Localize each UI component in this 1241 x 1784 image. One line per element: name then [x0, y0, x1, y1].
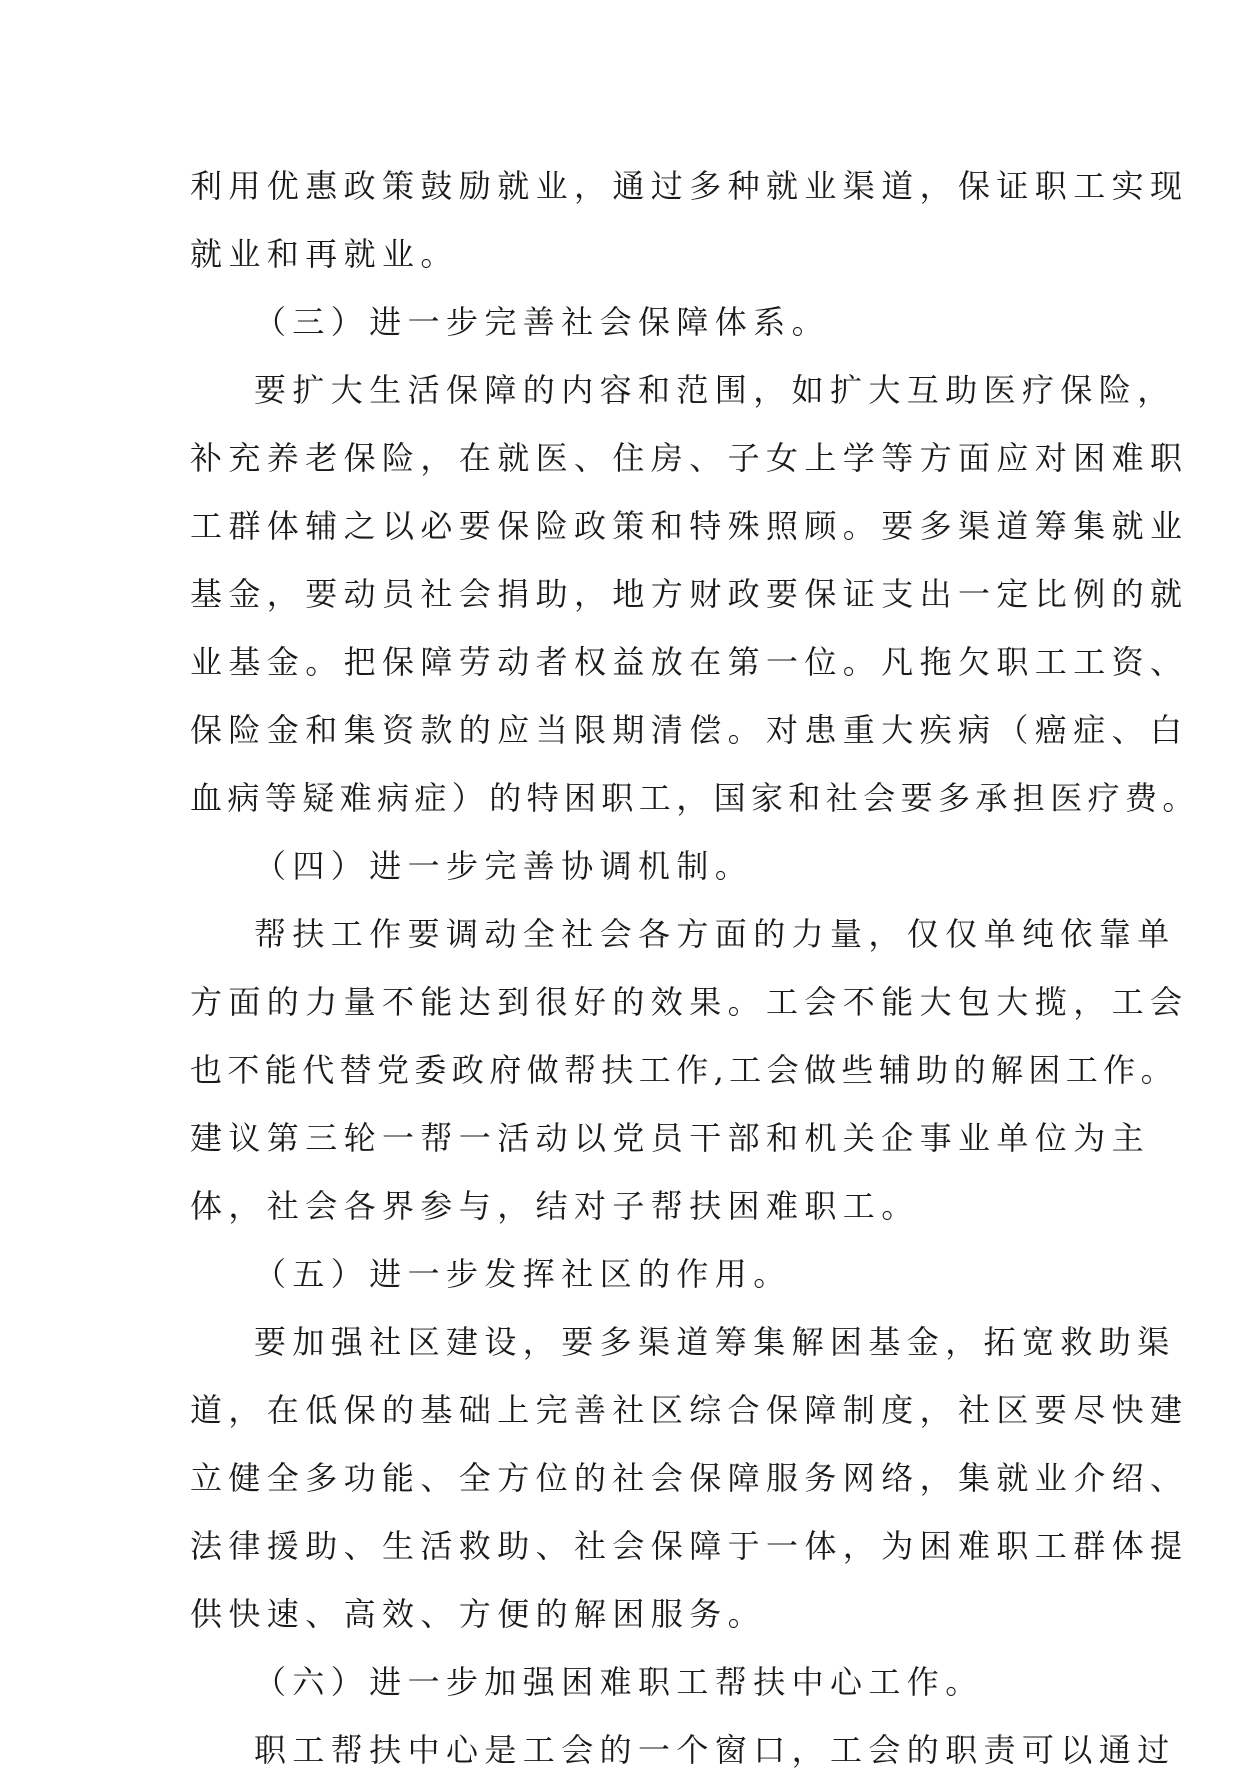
paragraph-line: 血病等疑难病症）的特困职工，国家和社会要多承担医疗费。	[190, 779, 1200, 817]
paragraph-line: 方面的力量不能达到很好的效果。工会不能大包大揽，工会	[190, 983, 1189, 1021]
paragraph-line: 建议第三轮一帮一活动以党员干部和机关企事业单位为主	[190, 1119, 1151, 1157]
paragraph-line: 业基金。把保障劳动者权益放在第一位。凡拖欠职工工资、	[190, 643, 1189, 681]
paragraph-line: 就业和再就业。	[190, 235, 459, 273]
paragraph-line: 基金，要动员社会捐助，地方财政要保证支出一定比例的就	[190, 575, 1189, 613]
paragraph-line: 职工帮扶中心是工会的一个窗口，工会的职责可以通过	[254, 1731, 1176, 1769]
paragraph-line: 道，在低保的基础上完善社区综合保障制度，社区要尽快建	[190, 1391, 1189, 1429]
section-heading-6: （六）进一步加强困难职工帮扶中心工作。	[254, 1663, 984, 1701]
body-text	[190, 152, 1200, 1784]
paragraph-line: 供快速、高效、方便的解困服务。	[190, 1595, 767, 1633]
paragraph-line: 补充养老保险，在就医、住房、子女上学等方面应对困难职	[190, 439, 1189, 477]
paragraph-line: 要扩大生活保障的内容和范围，如扩大互助医疗保险，	[254, 371, 1176, 409]
paragraph-line: 保险金和集资款的应当限期清偿。对患重大疾病（癌症、白	[190, 711, 1189, 749]
paragraph-line: 工群体辅之以必要保险政策和特殊照顾。要多渠道筹集就业	[190, 507, 1189, 545]
paragraph-line: 法律援助、生活救助、社会保障于一体，为困难职工群体提	[190, 1527, 1189, 1565]
paragraph-line: 要加强社区建设，要多渠道筹集解困基金，拓宽救助渠	[254, 1323, 1176, 1361]
section-heading-4: （四）进一步完善协调机制。	[254, 847, 754, 885]
paragraph-line: 体，社会各界参与，结对子帮扶困难职工。	[190, 1187, 920, 1225]
section-heading-5: （五）进一步发挥社区的作用。	[254, 1255, 792, 1293]
section-heading-3: （三）进一步完善社会保障体系。	[254, 303, 831, 341]
paragraph-line: 立健全多功能、全方位的社会保障服务网络，集就业介绍、	[190, 1459, 1189, 1497]
paragraph-line: 利用优惠政策鼓励就业，通过多种就业渠道，保证职工实现	[190, 167, 1189, 205]
paragraph-line: 也不能代替党委政府做帮扶工作,工会做些辅助的解困工作。	[190, 1051, 1178, 1089]
paragraph-line: 帮扶工作要调动全社会各方面的力量，仅仅单纯依靠单	[254, 915, 1176, 953]
